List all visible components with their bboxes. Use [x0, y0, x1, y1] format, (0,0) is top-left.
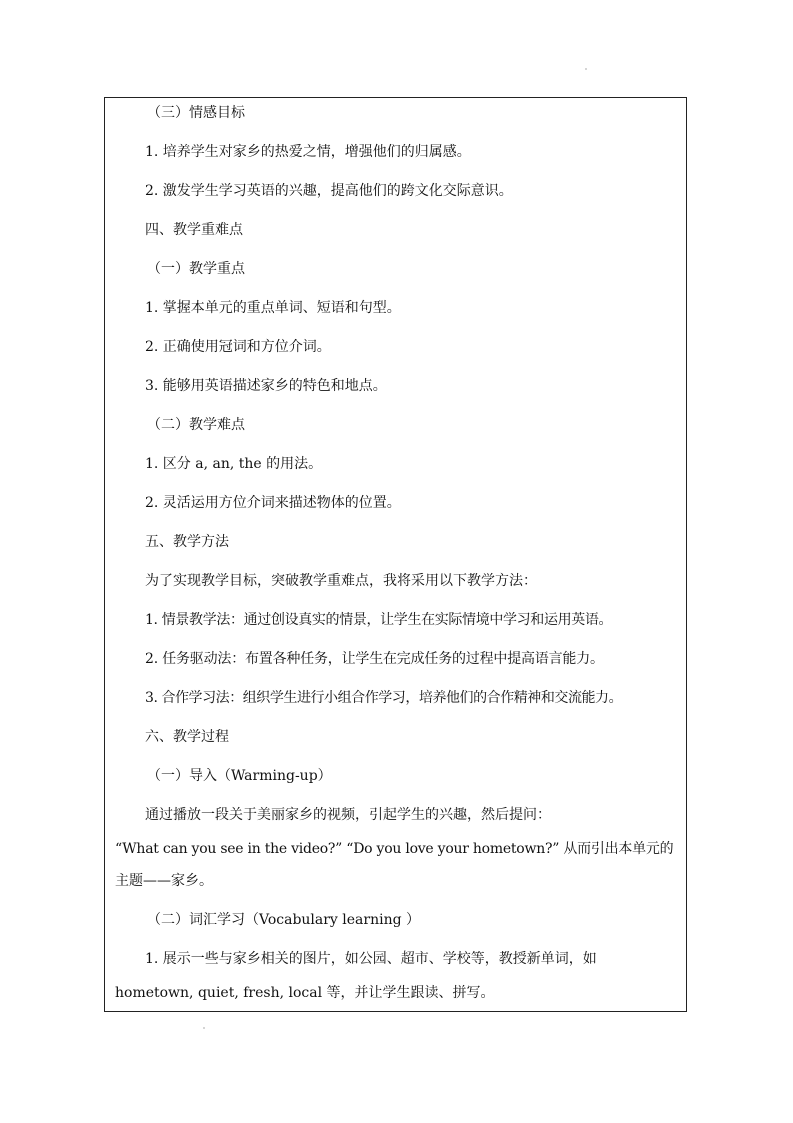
difficult-point-2: 2. 灵活运用方位介词来描述物体的位置。: [145, 495, 401, 511]
vocabulary-step-1: 1. 展示一些与家乡相关的图片，如公园、超市、学校等，教授新单词，如: [145, 951, 597, 967]
teaching-methods-intro: 为了实现教学目标，突破教学重难点，我将采用以下教学方法：: [145, 573, 537, 589]
vocabulary-learning-subheading: （二）词汇学习（Vocabulary learning ）: [147, 912, 421, 928]
warming-up-text-2: “What can you see in the video?” “Do you love your hometown?” 从而引出本单元的: [115, 841, 674, 857]
difficult-points-subheading: （二）教学难点: [147, 417, 245, 433]
difficult-point-1: 1. 区分 a, an, the 的用法。: [145, 456, 323, 472]
warming-up-text-1: 通过播放一段关于美丽家乡的视频，引起学生的兴趣，然后提问：: [145, 807, 551, 823]
key-point-2: 2. 正确使用冠词和方位介词。: [145, 339, 331, 355]
affective-goal-2: 2. 激发学生学习英语的兴趣，提高他们的跨文化交际意识。: [145, 183, 513, 199]
key-points-subheading: （一）教学重点: [147, 261, 245, 277]
key-point-1: 1. 掌握本单元的重点单词、短语和句型。: [145, 300, 401, 316]
lesson-plan-table-cell: [104, 97, 687, 1012]
vocabulary-step-1-continued: hometown, quiet, fresh, local 等，并让学生跟读、拼写。: [115, 985, 495, 1001]
scan-dot-bottom: [203, 1027, 205, 1029]
warming-up-subheading: （一）导入（Warming-up）: [147, 768, 332, 784]
key-point-3: 3. 能够用英语描述家乡的特色和地点。: [145, 378, 387, 394]
scan-dot-top: [585, 68, 587, 70]
warming-up-text-3: 主题——家乡。: [115, 873, 213, 889]
section-key-difficult-points-heading: 四、教学重难点: [145, 222, 243, 238]
affective-goal-1: 1. 培养学生对家乡的热爱之情，增强他们的归属感。: [145, 144, 471, 160]
section-affective-goals-heading: （三）情感目标: [147, 105, 245, 121]
teaching-method-3: 3. 合作学习法：组织学生进行小组合作学习，培养他们的合作精神和交流能力。: [145, 690, 623, 706]
teaching-method-2: 2. 任务驱动法：布置各种任务，让学生在完成任务的过程中提高语言能力。: [145, 651, 604, 667]
teaching-method-1: 1. 情景教学法：通过创设真实的情景，让学生在实际情境中学习和运用英语。: [145, 612, 613, 628]
section-teaching-process-heading: 六、教学过程: [145, 729, 229, 745]
section-teaching-methods-heading: 五、教学方法: [145, 534, 229, 550]
